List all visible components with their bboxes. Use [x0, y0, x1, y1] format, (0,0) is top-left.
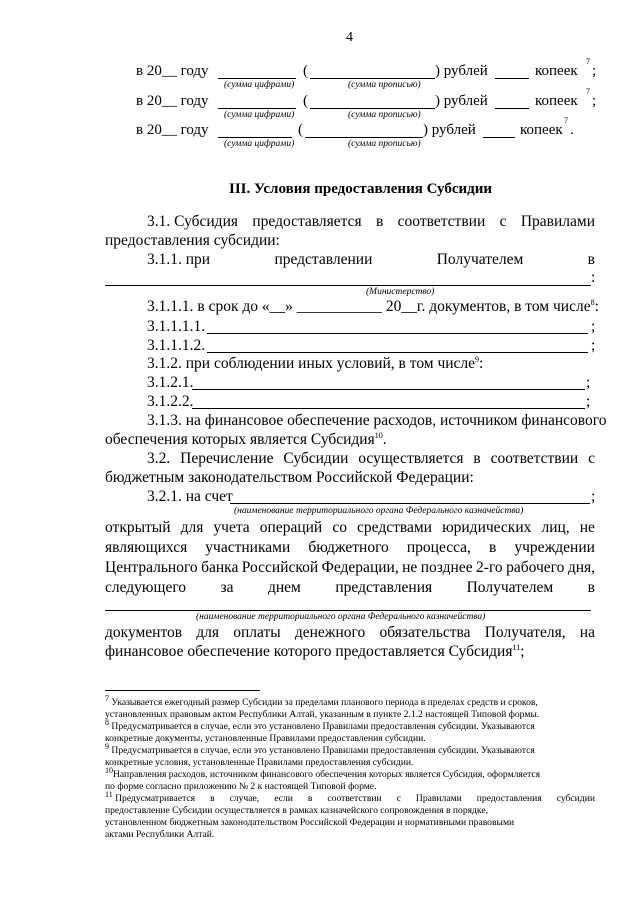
- clause-3-1-1-1-2-blank: [207, 352, 588, 353]
- rubles-label: ) рублей: [435, 93, 488, 109]
- word: за: [220, 579, 234, 596]
- clause-3-1-1-1-1-label: 3.1.1.1.1.: [147, 318, 206, 335]
- line-end-comma: ;: [591, 488, 596, 505]
- clause-3-1-1-1: [147, 298, 599, 316]
- payment-row-year: в 20__ году: [136, 93, 209, 109]
- ministry-blank-line: [105, 285, 591, 286]
- caption-sum-words: (сумма прописью): [348, 139, 421, 149]
- clause-3-2-1-line5: [105, 579, 595, 597]
- clause-3-1-2: [147, 355, 483, 373]
- footnote-separator: [105, 690, 260, 691]
- clause-3-2-line2: бюджетным законодательством Российской Федерации:: [105, 469, 474, 486]
- kopeks-label: копеек: [520, 122, 563, 138]
- line-end-semicolon: ;: [586, 374, 591, 391]
- caption-sum-words: (сумма прописью): [348, 80, 421, 90]
- word: Федерации,: [321, 559, 399, 576]
- word: с: [499, 213, 507, 230]
- footnote-mark: 7: [105, 693, 109, 703]
- sum-digits-line: [218, 108, 296, 109]
- word: в: [489, 539, 497, 556]
- open-paren: (: [303, 63, 308, 79]
- clause-3-1-2-2-label: 3.1.2.2.: [147, 393, 194, 410]
- clause-text: обеспечения которых является Субсидия: [105, 431, 375, 448]
- word: 2-го: [476, 559, 503, 576]
- caption-sum-words: (сумма прописью): [348, 110, 421, 120]
- word: Центрального: [105, 559, 198, 576]
- word: открытый: [105, 519, 171, 536]
- word: 3.1. Субсидия: [147, 213, 238, 230]
- word: банка: [201, 559, 239, 576]
- footnote-line: конкретные условия, установленные Правилами предоставления субсидии.: [105, 757, 414, 768]
- clause-3-1-1-line: [147, 251, 595, 269]
- line-end: :: [479, 355, 484, 372]
- line-end-colon: :: [591, 269, 596, 286]
- caption-sum-digits: (сумма цифрами): [224, 110, 295, 120]
- line-end-semicolon: ;: [586, 393, 591, 410]
- clause-3-2-1-line2: [105, 519, 595, 537]
- section-title: III. Условия предоставления Субсидии: [229, 181, 493, 197]
- payment-row-year: в 20__ году: [136, 63, 209, 79]
- footnote-line: $^7$ Указывается ежегодный размер Субсидии за пределами планового периода в пределах средств и сроков,: [105, 693, 538, 708]
- word: средствами: [357, 519, 432, 536]
- word: для: [196, 624, 220, 641]
- word: со: [332, 519, 347, 536]
- line-end-semicolon: ;: [591, 318, 596, 335]
- row-end: .: [570, 122, 574, 138]
- word: бюджетного: [308, 539, 389, 556]
- line-end: ;: [520, 643, 525, 660]
- word: 3.1.1. при: [147, 251, 211, 268]
- kopeks-label: копеек: [535, 63, 578, 79]
- sum-words-line: [305, 137, 423, 138]
- footnote-8: [105, 717, 595, 745]
- clause-3-1-line1: [147, 213, 595, 231]
- word: на: [579, 624, 595, 641]
- payment-row-year: в 20__ году: [136, 122, 209, 138]
- word: обязательства: [379, 624, 471, 641]
- footnote-line: $^9$ Предусматривается в случае, если это установлено Правилами предоставления субсидии. Указываются: [105, 741, 535, 756]
- sum-digits-line: [218, 78, 296, 79]
- word: дня,: [567, 559, 595, 576]
- word: документов: [105, 624, 183, 641]
- footnote-line: $^{11}$ Предусматривается в случае, если в соответствии с Правилами предоставления субсидии: [105, 789, 595, 804]
- word: днем: [268, 579, 301, 596]
- clause-3-2-1-line7: [105, 643, 525, 661]
- word: предоставляется: [252, 213, 362, 230]
- kopeks-label: копеек: [535, 93, 578, 109]
- clause-text: 3.1.2. при соблюдении иных условий, в том числе: [147, 355, 476, 372]
- footnote-line: актами Республики Алтай.: [105, 829, 215, 840]
- footnote-line: по форме согласно приложению № 2 к настоящей Типовой форме.: [105, 781, 377, 792]
- clause-3-1-3-line1: 3.1.3. на финансовое обеспечение расходов, источником финансового: [147, 412, 607, 429]
- clause-3-1-3-line2: [105, 431, 387, 449]
- clause-3-1-2-1-label: 3.1.2.1.: [147, 374, 194, 391]
- caption-ministry: (Министерство): [366, 287, 435, 297]
- word: не: [402, 559, 418, 576]
- word: Получателем: [436, 251, 524, 268]
- treasury-blank-line-2: [105, 610, 591, 611]
- kopeks-line: [495, 78, 529, 79]
- line-end: .: [382, 431, 387, 448]
- footnote-9: [105, 741, 595, 769]
- rubles-label: ) рублей: [423, 122, 476, 138]
- word: следующего: [105, 579, 187, 596]
- clause-3-2-line1: [147, 450, 595, 468]
- word: соответствии: [397, 213, 486, 230]
- clause-3-2-1-label: 3.2.1. на счет: [147, 488, 233, 505]
- word: процесса,: [406, 539, 471, 556]
- clause-text: финансовое обеспечение которого предоставляется Субсидия: [105, 643, 513, 660]
- sum-words-line: [310, 78, 435, 79]
- word: лиц,: [541, 519, 570, 536]
- word: с: [588, 450, 595, 467]
- word: не: [579, 519, 595, 536]
- sum-digits-line: [218, 137, 292, 138]
- clause-3-2-1-line6: [105, 624, 595, 642]
- footnote-line: конкретные документы, установленные Правилами предоставления субсидии.: [105, 733, 426, 744]
- clause-3-1-1-1-1-blank: [207, 333, 588, 334]
- footnote-10: [105, 765, 595, 793]
- kopeks-line: [495, 108, 529, 109]
- word: соответствии: [490, 450, 579, 467]
- word: в: [587, 579, 595, 596]
- open-paren: (: [303, 93, 308, 109]
- rubles-label: ) рублей: [435, 63, 488, 79]
- word: осуществляется: [358, 450, 464, 467]
- footnote-mark: 9: [105, 741, 109, 751]
- row-end: ;: [592, 63, 597, 79]
- word: учреждении: [514, 539, 595, 556]
- clause-3-1-line2: предоставления субсидии:: [105, 232, 280, 249]
- word: юридических: [442, 519, 532, 536]
- clause-3-1-1-1-2-label: 3.1.1.1.2.: [147, 337, 206, 354]
- caption-sum-digits: (сумма цифрами): [224, 80, 295, 90]
- footnote-line: предоставление Субсидии осуществляется в рамках казначейского сопровождения в порядке,: [105, 805, 488, 816]
- word: в: [587, 251, 595, 268]
- treasury-blank-line-1: [230, 503, 590, 504]
- word: Российской: [241, 559, 319, 576]
- line-end-semicolon: ;: [591, 337, 596, 354]
- word: представлении: [274, 251, 373, 268]
- word: Получателя,: [484, 624, 566, 641]
- line-end: :: [594, 298, 599, 315]
- footnote-ref-11: 11: [512, 642, 521, 652]
- footnote-ref-9: 9: [475, 354, 480, 364]
- word: учета: [213, 519, 250, 536]
- clause-text: 3.1.1.1. в срок до «__» ___________ 20__г. документов, в том числе: [147, 298, 591, 315]
- caption-treasury-2: (наименование территориального органа Федерального казначейства): [196, 612, 486, 622]
- word: в: [473, 450, 481, 467]
- clause-3-2-1-line4: [105, 559, 595, 577]
- word: оплаты: [233, 624, 281, 641]
- word: участниками: [205, 539, 291, 556]
- footnote-ref-8: 8: [590, 297, 595, 307]
- footnote-7: [105, 693, 595, 721]
- footnote-line: установленном бюджетным законодательством Российской Федерации и нормативными правовыми: [105, 817, 515, 828]
- footnote-11: [105, 789, 595, 841]
- page-number: 4: [346, 30, 353, 45]
- sum-words-line: [310, 108, 435, 109]
- open-paren: (: [298, 122, 303, 138]
- word: Перечисление: [180, 450, 274, 467]
- word: Правилами: [520, 213, 595, 230]
- word: операций: [259, 519, 323, 536]
- word: Получателем: [466, 579, 554, 596]
- word: 3.2.: [147, 450, 171, 467]
- footnote-line: $^8$ Предусматривается в случае, если это установлено Правилами предоставления субсидии. Указываются: [105, 717, 535, 732]
- clause-3-1-2-2-blank: [192, 408, 585, 409]
- word: являющихся: [105, 539, 188, 556]
- clause-3-2-1-line3: [105, 539, 595, 557]
- word: в: [375, 213, 384, 230]
- word: денежного: [294, 624, 366, 641]
- footnote-line: установленных правовым актом Республики Алтай, указанным в пункте 2.1.2 настоящей Типовой формы.: [105, 709, 540, 720]
- footnote-mark: 10: [105, 765, 113, 775]
- word: позднее: [420, 559, 473, 576]
- word: Субсидии: [283, 450, 349, 467]
- footnote-mark: 11: [105, 789, 113, 799]
- clause-3-1-2-1-blank: [192, 389, 585, 390]
- kopeks-line: [483, 137, 515, 138]
- footnote-ref-10: 10: [374, 430, 383, 440]
- word: представления: [335, 579, 433, 596]
- footnote-line: $^{10}$Направления расходов, источником финансового обеспечения которых является Субсидия, оформляется: [105, 765, 541, 780]
- word: рабочего: [506, 559, 565, 576]
- word: для: [180, 519, 204, 536]
- footnote-mark: 8: [105, 717, 109, 727]
- caption-sum-digits: (сумма цифрами): [224, 139, 295, 149]
- row-end: ;: [592, 93, 597, 109]
- caption-treasury-1: (наименование территориального органа Федерального казначейства): [234, 506, 524, 516]
